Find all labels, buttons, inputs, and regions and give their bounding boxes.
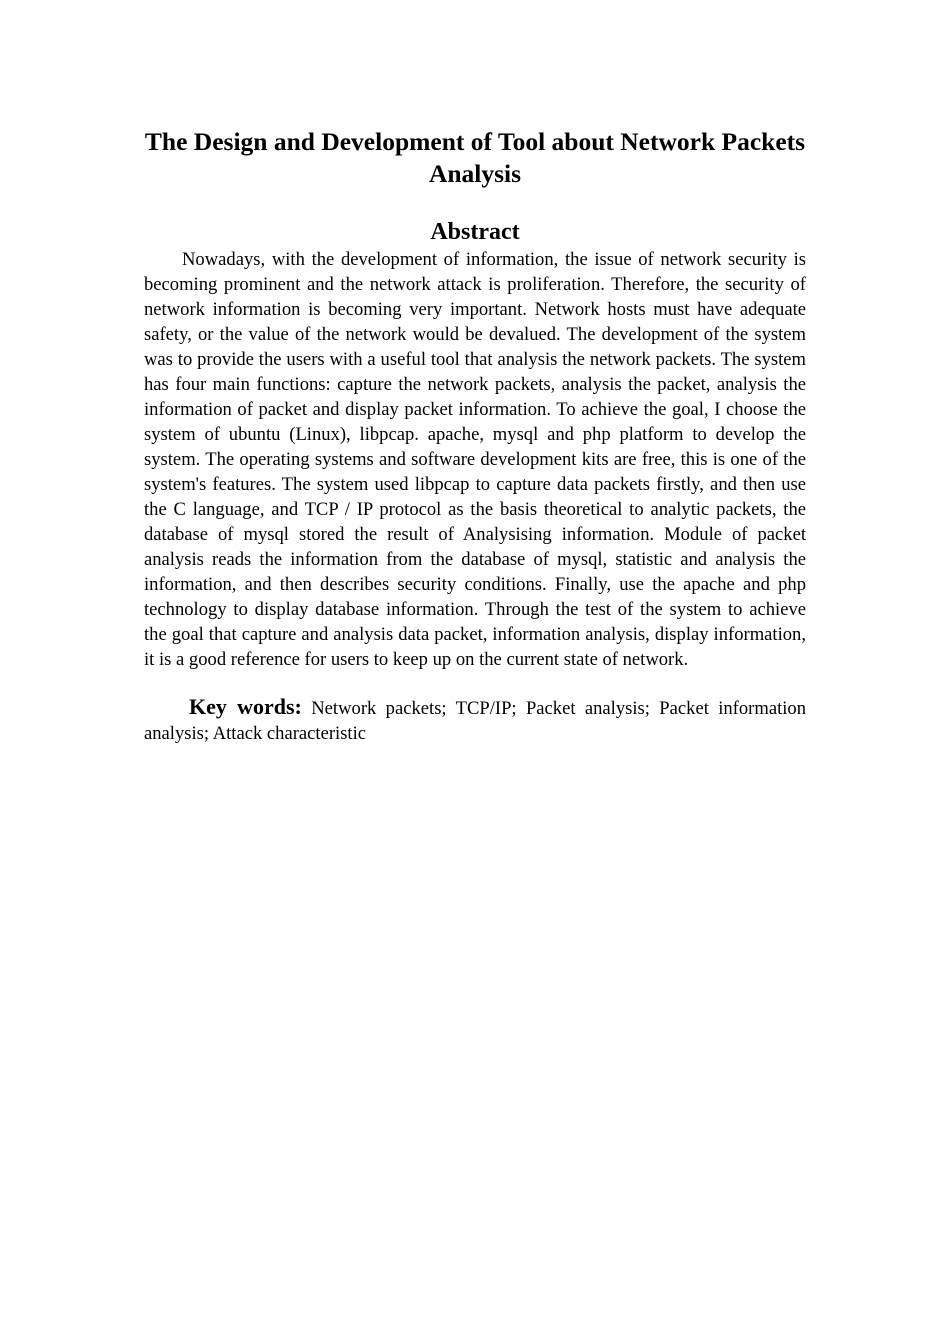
paper-title: The Design and Development of Tool about Network Packets Analysis <box>144 127 806 188</box>
abstract-body: Nowadays, with the development of information, the issue of network security is becoming prominent and the network attack is proliferation. Therefore, the security of network information is becoming very important. Network hosts must have adequate safety, or the value of the network would be devalued. The development of the system was to provide the users with a useful tool that analysis the network packets. The system has four main functions: capture the network packets, analysis the packet, analysis the information of packet and display packet information. To achieve the goal, I choose the system of ubuntu (Linux), libpcap. apache, mysql and php platform to develop the system. The operating systems and software development kits are free, this is one of the system's features. The system used libpcap to capture data packets firstly, and then use the C language, and TCP / IP protocol as the basis theoretical to analytic packets, the database of mysql stored the result of Analysising information. Module of packet analysis reads the information from the database of mysql, statistic and analysis the information, and then describes security conditions. Finally, use the apache and php technology to display database information. Through the test of the system to achieve the goal that capture and analysis data packet, information analysis, display information, it is a good reference for users to keep up on the current state of network. <box>144 249 806 670</box>
keywords-paragraph <box>144 694 806 746</box>
keywords-label: Key words: <box>189 694 302 719</box>
document-page <box>144 126 806 746</box>
abstract-heading: Abstract <box>430 219 520 245</box>
keywords-text: Network packets; TCP/IP; Packet analysis; Packet information analysis; Attack characteristic <box>144 698 807 744</box>
